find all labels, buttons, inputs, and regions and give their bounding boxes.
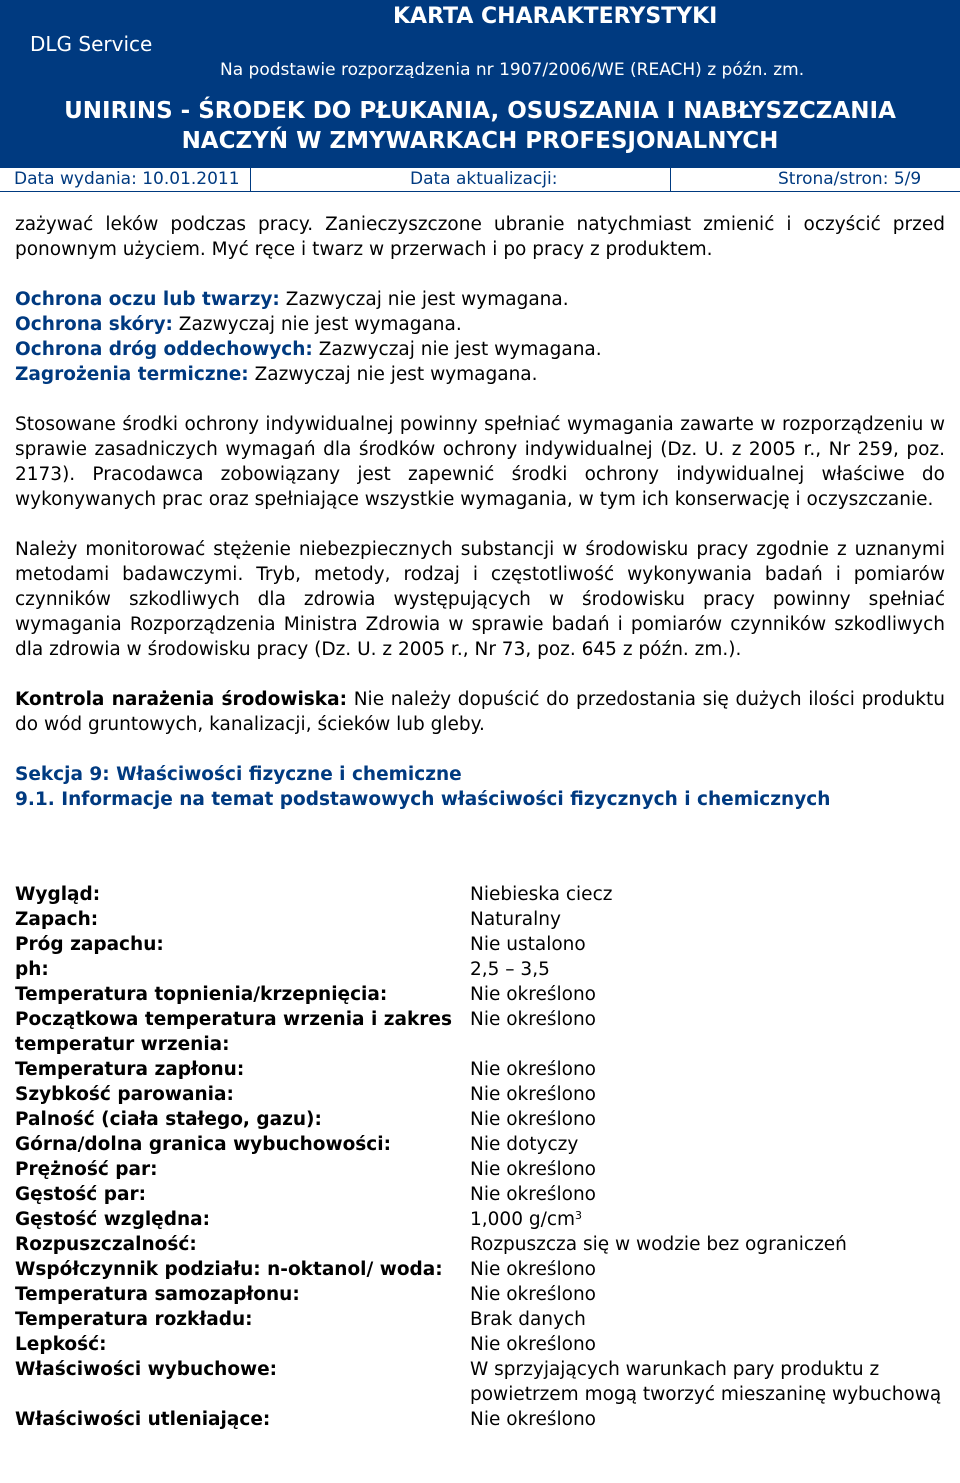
property-label: Temperatura zapłonu:: [15, 1059, 245, 1080]
property-label: Początkowa temperatura wrzenia i zakres temperatur wrzenia:: [15, 1009, 452, 1055]
section-9-1-heading: 9.1. Informacje na temat podstawowych właściwości fizycznych i chemicznych: [15, 789, 831, 810]
property-row: [15, 1332, 945, 1357]
property-value-text: Nie określono: [470, 984, 596, 1005]
thermal-hazards: [15, 362, 945, 387]
property-value: [470, 882, 945, 907]
property-row: [15, 1232, 945, 1257]
property-row: [15, 957, 945, 982]
property-label: Właściwości wybuchowe:: [15, 1359, 278, 1380]
property-label: Temperatura topnienia/krzepnięcia:: [15, 984, 388, 1005]
property-value-text: Nie określono: [470, 1184, 596, 1205]
section-9-heading: Sekcja 9: Właściwości fizyczne i chemiczne: [15, 764, 462, 785]
property-row: [15, 882, 945, 907]
skin-protection-label: Ochrona skóry:: [15, 314, 173, 335]
property-label: Zapach:: [15, 909, 99, 930]
unit-superscript: 3: [575, 1209, 583, 1222]
property-label: ph:: [15, 959, 49, 980]
property-label: Górna/dolna granica wybuchowości:: [15, 1134, 391, 1155]
property-value-text: Naturalny: [470, 909, 561, 930]
property-row: [15, 1082, 945, 1107]
property-label: Prężność par:: [15, 1159, 158, 1180]
respiratory-protection-label: Ochrona dróg oddechowych:: [15, 339, 313, 360]
property-value: [470, 932, 945, 957]
property-value: [470, 1282, 945, 1307]
environmental-control-value: Nie należy dopuścić do przedostania się dużych ilości produktu do wód gruntowych, kanalizacji, ścieków lub gleby.: [15, 689, 945, 735]
property-value: [470, 1257, 945, 1282]
meta-divider: [670, 168, 671, 191]
property-label: Właściwości utleniające:: [15, 1409, 271, 1430]
property-label: Próg zapachu:: [15, 934, 164, 955]
property-value: [470, 1207, 945, 1232]
property-value: [470, 1357, 945, 1407]
property-value-text: Nie określono: [470, 1159, 596, 1180]
property-value: [470, 957, 945, 982]
thermal-hazards-value: Zazwyczaj nie jest wymagana.: [254, 364, 538, 385]
respiratory-protection-value: Zazwyczaj nie jest wymagana.: [318, 339, 602, 360]
property-row: [15, 1282, 945, 1307]
page-number: Strona/stron: 5/9: [778, 169, 922, 189]
meta-divider: [250, 168, 251, 191]
property-row: [15, 1307, 945, 1332]
paragraph-ppe: Stosowane środki ochrony indywidualnej powinny spełniać wymagania zawarte w rozporządzeniu w sprawie zasadniczych wymagań dla środków ochrony indywidualnej (Dz. U. z 2005 r., Nr 259, poz. 2173). Pracodawca zobowiązany jest zapewnić środki ochrony indywidualnej właściwe do wykonywanych prac oraz spełniające wszystkie wymagania, w tym ich konserwację i oczyszczanie.: [15, 414, 945, 510]
property-row: [15, 1357, 945, 1407]
property-value-text: Nie określono: [470, 1259, 596, 1280]
property-value: [470, 1082, 945, 1107]
regulation-note: Na podstawie rozporządzenia nr 1907/2006/WE (REACH) z późn. zm.: [220, 60, 805, 80]
property-value-text: Nie ustalono: [470, 934, 586, 955]
issue-date: Data wydania: 10.01.2011: [14, 169, 240, 189]
property-label: Temperatura rozkładu:: [15, 1309, 253, 1330]
property-label: Temperatura samozapłonu:: [15, 1284, 300, 1305]
property-label: Szybkość parowania:: [15, 1084, 234, 1105]
property-label: Palność (ciała stałego, gazu):: [15, 1109, 322, 1130]
property-value-text: Nie określono: [470, 1334, 596, 1355]
property-label: Gęstość par:: [15, 1184, 146, 1205]
document-body: [15, 212, 945, 812]
property-label: Wygląd:: [15, 884, 101, 905]
eye-protection-label: Ochrona oczu lub twarzy:: [15, 289, 280, 310]
property-value: [470, 1307, 945, 1332]
property-row: [15, 1407, 945, 1432]
property-row: [15, 1107, 945, 1132]
protection-respiratory: [15, 337, 945, 362]
property-value-text: Nie określono: [470, 1284, 596, 1305]
property-value-text: 1,000 g/cm: [470, 1209, 576, 1230]
property-row: [15, 907, 945, 932]
property-value: [470, 1157, 945, 1182]
property-label: Współczynnik podziału: n-oktanol/ woda:: [15, 1259, 443, 1280]
property-value: [470, 1107, 945, 1132]
document-title: KARTA CHARAKTERYSTYKI: [393, 4, 718, 29]
product-name-line2: NACZYŃ W ZMYWARKACH PROFESJONALNYCH: [181, 128, 779, 154]
document-header: [0, 0, 960, 192]
property-row: [15, 1207, 945, 1232]
property-value-text: Nie dotyczy: [470, 1134, 579, 1155]
property-value-text: Rozpuszcza się w wodzie bez ograniczeń: [470, 1234, 847, 1255]
product-name-line1: UNIRINS - ŚRODEK DO PŁUKANIA, OSUSZANIA I NABŁYSZCZANIA: [64, 98, 896, 124]
property-value-text: Nie określono: [470, 1109, 596, 1130]
update-date: Data aktualizacji:: [410, 169, 558, 189]
company-name: DLG Service: [30, 32, 153, 56]
property-row: [15, 1132, 945, 1157]
property-row: [15, 1257, 945, 1282]
protection-skin: [15, 312, 945, 337]
environmental-control: [15, 687, 945, 737]
product-name: [0, 96, 960, 156]
properties-table: [15, 882, 945, 1432]
environmental-control-label: Kontrola narażenia środowiska:: [15, 689, 347, 710]
property-row: [15, 932, 945, 957]
property-label: Rozpuszczalność:: [15, 1234, 197, 1255]
property-row: [15, 1157, 945, 1182]
property-value-text: Brak danych: [470, 1309, 586, 1330]
paragraph-hygiene: zażywać leków podczas pracy. Zanieczyszczone ubranie natychmiast zmienić i oczyścić przed ponownym użyciem. Myć ręce i twarz w przerwach i po pracy z produktem.: [15, 214, 945, 260]
property-value-text: Niebieska ciecz: [470, 884, 613, 905]
eye-protection-value: Zazwyczaj nie jest wymagana.: [285, 289, 569, 310]
property-value-text: Nie określono: [470, 1059, 596, 1080]
property-value-text: 2,5 – 3,5: [470, 959, 550, 980]
property-value: [470, 982, 945, 1007]
property-label: Gęstość względna:: [15, 1209, 210, 1230]
protection-eye: [15, 287, 945, 312]
property-row: [15, 982, 945, 1007]
paragraph-monitoring: Należy monitorować stężenie niebezpiecznych substancji w środowisku pracy zgodnie z uznanymi metodami badawczymi. Tryb, metody, rodzaj i częstotliwość wykonywania badań i pomiarów czynników szkodliwych dla zdrowia występujących w środowisku pracy powinny spełniać wymagania Rozporządzenia Ministra Zdrowia w sprawie badań i pomiarów czynników szkodliwych dla zdrowia w środowisku pracy (Dz. U. z 2005 r., Nr 73, poz. 645 z późn. zm.).: [15, 539, 945, 660]
property-value: [470, 1057, 945, 1082]
property-value: [470, 1007, 945, 1057]
property-row: [15, 1182, 945, 1207]
property-value-text: W sprzyjających warunkach pary produktu z powietrzem mogą tworzyć mieszaninę wybuchową: [470, 1359, 942, 1405]
property-value: [470, 1182, 945, 1207]
property-value: [470, 1232, 945, 1257]
property-value: [470, 907, 945, 932]
property-value: [470, 1407, 945, 1432]
property-value-text: Nie określono: [470, 1084, 596, 1105]
property-value-text: Nie określono: [470, 1409, 596, 1430]
skin-protection-value: Zazwyczaj nie jest wymagana.: [178, 314, 462, 335]
property-label: Lepkość:: [15, 1334, 107, 1355]
header-meta-bar: [0, 167, 960, 192]
thermal-hazards-label: Zagrożenia termiczne:: [15, 364, 249, 385]
property-value: [470, 1132, 945, 1157]
property-row: [15, 1007, 945, 1057]
property-value-text: Nie określono: [470, 1009, 596, 1030]
property-value: [470, 1332, 945, 1357]
property-row: [15, 1057, 945, 1082]
